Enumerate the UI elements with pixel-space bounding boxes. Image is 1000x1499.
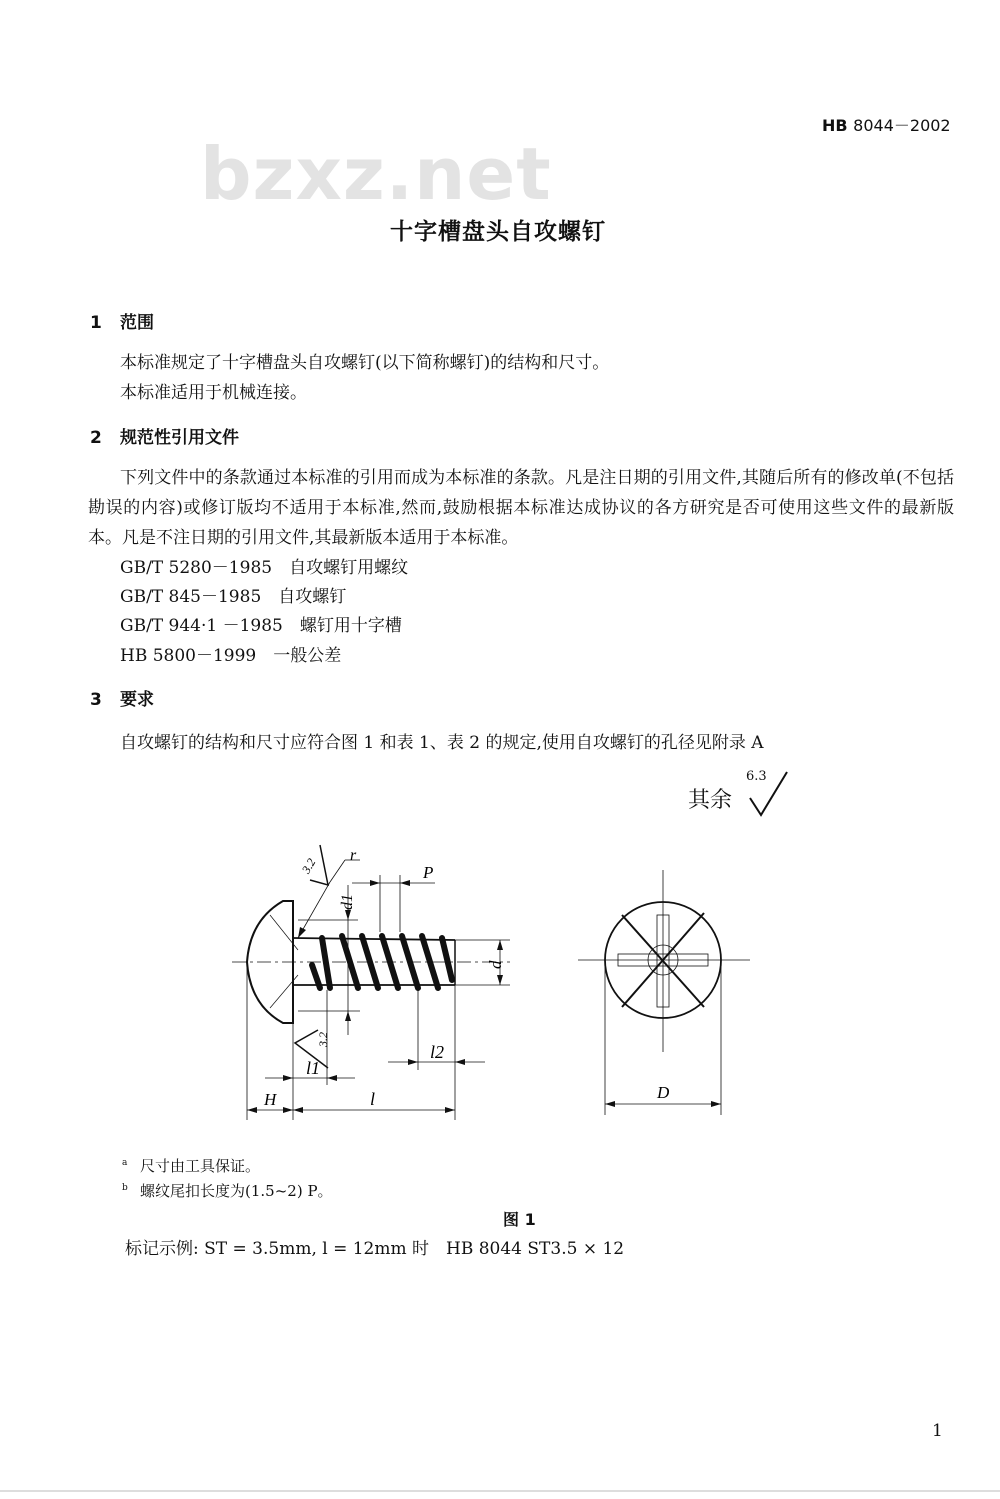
section-1-number: 1 xyxy=(90,313,102,333)
footnote-text: 尺寸由工具保证。 xyxy=(140,1157,261,1175)
marking-example: 标记示例: ST = 3.5mm, l = 12mm 时 HB 8044 ST3.5 × 12 xyxy=(125,1239,625,1259)
section-2-paragraph: 下列文件中的条款通过本标准的引用而成为本标准的条款。凡是注日期的引用文件,其随后所有的修改单(不包括勘误的内容)或修订版均不适用于本标准,然而,鼓励根据本标准达成协议的各方研究是否可使用这些文件的最新版本。凡是不注日期的引用文件,其最新版本适用于本标准。 xyxy=(88,468,954,548)
section-1-heading: 范围 xyxy=(120,313,154,333)
reference-item xyxy=(120,557,408,579)
watermark: bzxz.net xyxy=(200,132,552,216)
roughness-check-icon xyxy=(745,770,795,820)
footnote-mark: b xyxy=(122,1183,128,1193)
section-3-paragraph: 自攻螺钉的结构和尺寸应符合图 1 和表 1、表 2 的规定,使用自攻螺钉的孔径见附录 A xyxy=(120,733,764,753)
reference-item xyxy=(120,645,341,667)
label-h: H xyxy=(264,1090,277,1109)
reference-title: 自攻螺钉用螺纹 xyxy=(289,558,409,578)
reference-title: 螺钉用十字槽 xyxy=(299,616,402,636)
document-code xyxy=(822,115,951,137)
section-2-number: 2 xyxy=(90,428,102,448)
roughness-value: 6.3 xyxy=(746,769,767,784)
figure-caption: 图 1 xyxy=(503,1210,536,1229)
label-roughness-1: 3.2 xyxy=(298,855,319,876)
section-2-heading: 规范性引用文件 xyxy=(120,428,239,448)
roughness-label: 其余 xyxy=(688,788,733,813)
code-prefix: HB xyxy=(822,116,848,135)
section-3-number: 3 xyxy=(90,690,102,710)
code-number: 8044－2002 xyxy=(853,116,951,135)
page-number: 1 xyxy=(932,1421,943,1441)
page-edge xyxy=(0,1490,1000,1492)
screw-drawing xyxy=(230,830,770,1130)
section-1-paragraph: 本标准适用于机械连接。 xyxy=(120,383,307,403)
reference-code: GB/T 944·1 －1985 xyxy=(120,616,283,636)
reference-code: GB/T 845－1985 xyxy=(120,587,262,607)
reference-code: HB 5800－1999 xyxy=(120,646,257,666)
label-d1: d1 xyxy=(339,894,356,910)
label-l: l xyxy=(370,1089,376,1109)
section-3-heading: 要求 xyxy=(120,690,154,710)
label-p: P xyxy=(423,863,434,882)
label-l1: l1 xyxy=(306,1058,321,1078)
label-l2: l2 xyxy=(430,1042,445,1062)
page-title: 十字槽盘头自攻螺钉 xyxy=(390,219,606,245)
reference-item xyxy=(120,586,346,608)
label-r: r xyxy=(350,847,357,864)
reference-title: 一般公差 xyxy=(273,646,342,666)
footnote-mark: a xyxy=(122,1158,128,1168)
label-d: d xyxy=(486,960,505,969)
footnote-text: 螺纹尾扣长度为(1.5~2) P。 xyxy=(140,1182,333,1200)
label-roughness-2: 3.2 xyxy=(316,1032,330,1047)
reference-code: GB/T 5280－1985 xyxy=(120,558,273,578)
reference-title: 自攻螺钉 xyxy=(278,587,347,607)
reference-item xyxy=(120,615,402,637)
section-1-paragraph: 本标准规定了十字槽盘头自攻螺钉(以下简称螺钉)的结构和尺寸。 xyxy=(120,353,610,373)
label-D: D xyxy=(657,1083,670,1102)
